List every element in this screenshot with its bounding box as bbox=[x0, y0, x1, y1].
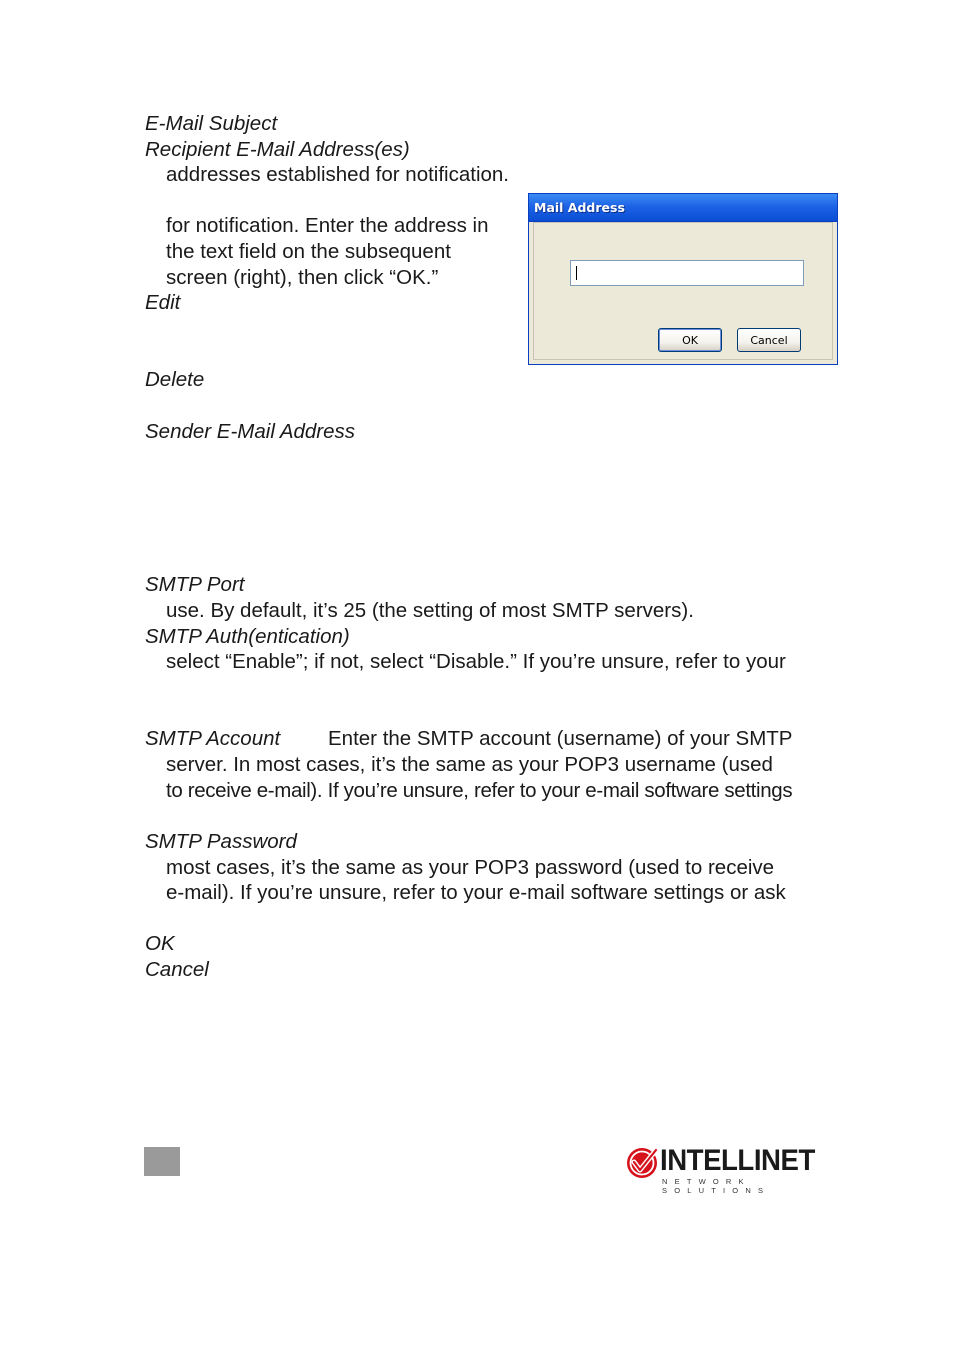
body-text-line: screen (right), then click “OK.” bbox=[166, 266, 439, 289]
term-smtp-password: SMTP Password bbox=[145, 830, 297, 853]
text-caret bbox=[576, 266, 577, 280]
term-delete: Delete bbox=[145, 368, 205, 391]
body-text-line: use. By default, it’s 25 (the setting of most SMTP servers). bbox=[166, 599, 694, 622]
logo-tagline: NETWORK SOLUTIONS bbox=[662, 1177, 771, 1195]
term-cancel: Cancel bbox=[145, 958, 209, 981]
term-smtp-account: SMTP Account bbox=[145, 727, 281, 750]
body-text-line: addresses established for notification. bbox=[166, 163, 510, 186]
term-smtp-auth: SMTP Auth(entication) bbox=[145, 625, 350, 648]
term-edit: Edit bbox=[145, 291, 181, 314]
body-text-line: most cases, it’s the same as your POP3 password (used to receive bbox=[166, 856, 775, 879]
term-sender-email: Sender E-Mail Address bbox=[145, 420, 356, 443]
dialog-title: Mail Address bbox=[534, 200, 625, 215]
term-email-subject: E-Mail Subject bbox=[145, 112, 278, 135]
page-number-box bbox=[144, 1147, 180, 1176]
intellinet-logo bbox=[626, 1144, 842, 1195]
dialog-body bbox=[533, 222, 833, 360]
term-recipient-email: Recipient E-Mail Address(es) bbox=[145, 138, 410, 161]
body-text-line: the text field on the subsequent bbox=[166, 240, 451, 263]
body-text-line: Enter the SMTP account (username) of your SMTP bbox=[328, 727, 793, 750]
body-text-line: e-mail). If you’re unsure, refer to your e-mail software settings or ask bbox=[166, 881, 786, 904]
ok-button[interactable]: OK bbox=[658, 328, 722, 352]
mail-address-dialog bbox=[528, 193, 838, 365]
body-text-line: to receive e-mail). If you’re unsure, refer to your e-mail software settings bbox=[166, 779, 793, 802]
term-smtp-port: SMTP Port bbox=[145, 573, 245, 596]
body-text-line: select “Enable”; if not, select “Disable.” If you’re unsure, refer to your bbox=[166, 650, 786, 673]
dialog-titlebar bbox=[529, 194, 837, 222]
term-ok: OK bbox=[145, 932, 175, 955]
checkmark-logo-icon bbox=[626, 1146, 660, 1180]
cancel-button[interactable]: Cancel bbox=[737, 328, 801, 352]
logo-wordmark: INTELLINET bbox=[660, 1144, 815, 1177]
mail-address-input[interactable] bbox=[570, 260, 804, 286]
body-text-line: for notification. Enter the address in bbox=[166, 214, 489, 237]
body-text-line: server. In most cases, it’s the same as your POP3 username (used bbox=[166, 753, 773, 776]
